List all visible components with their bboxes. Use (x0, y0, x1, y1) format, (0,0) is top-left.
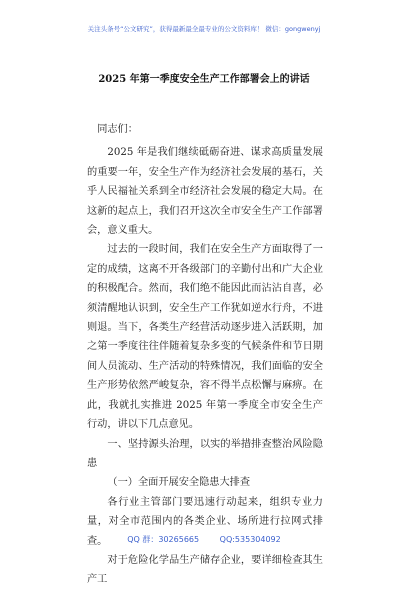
section-heading-1: 一、坚持源头治理，以实的举措排查整治风险隐患 (87, 438, 323, 469)
header-banner: 关注头条号“公文研究”，获得最新最全最专业的公文资料库！ 微信：gongwenyj (87, 25, 321, 33)
paragraph-inspection: 各行业主管部门要迅速行动起来，组织专业力量，对全市范围内的各类企业、场所进行拉网式排查。 (87, 496, 323, 547)
footer-qq-number: QQ:535304092 (219, 535, 281, 544)
subsection-heading-1: （一）全面开展安全隐患大排查 (107, 477, 251, 489)
paragraph-chemicals: 对于危险化学品生产储存企业，要详细检查其生产工 (87, 554, 323, 586)
paragraph-intro: 2025 年是我们继续砥砺奋进、谋求高质量发展的重要一年，安全生产作为经济社会发展的基石，关乎人民福祉关系到全市经济社会发展的稳定大局。在这新的起点上，我们召开这次全市安全生产工作部署会，意义重大。 (87, 147, 323, 237)
paragraph-situation: 过去的一段时间，我们在安全生产方面取得了一定的成绩，这离不开各级部门的辛勤付出和广大企业的积极配合。然而，我们绝不能因此而沾沾自喜，必须清醒地认识到，安全生产工作犹如逆水行舟，不进则退。当下，各类生产经营活动逐步进入活跃期，加之第一季度往往伴随着复杂多变的气候条件和节日期间人员流动、生产活动的特殊情况，我们面临的安全生产形势依然严峻复杂，容不得半点松懈与麻痹。在此，我就扎实推进 2025 年第一季度全市安全生产行动，讲以下几点意见。 (87, 244, 323, 431)
footer-contact (0, 534, 408, 545)
footer-qq-group: QQ 群：30265665 (127, 535, 200, 544)
document-body (87, 120, 323, 590)
document-title: 2025 年第一季度安全生产工作部署会上的讲话 (98, 74, 310, 85)
salutation: 同志们： (97, 124, 138, 135)
